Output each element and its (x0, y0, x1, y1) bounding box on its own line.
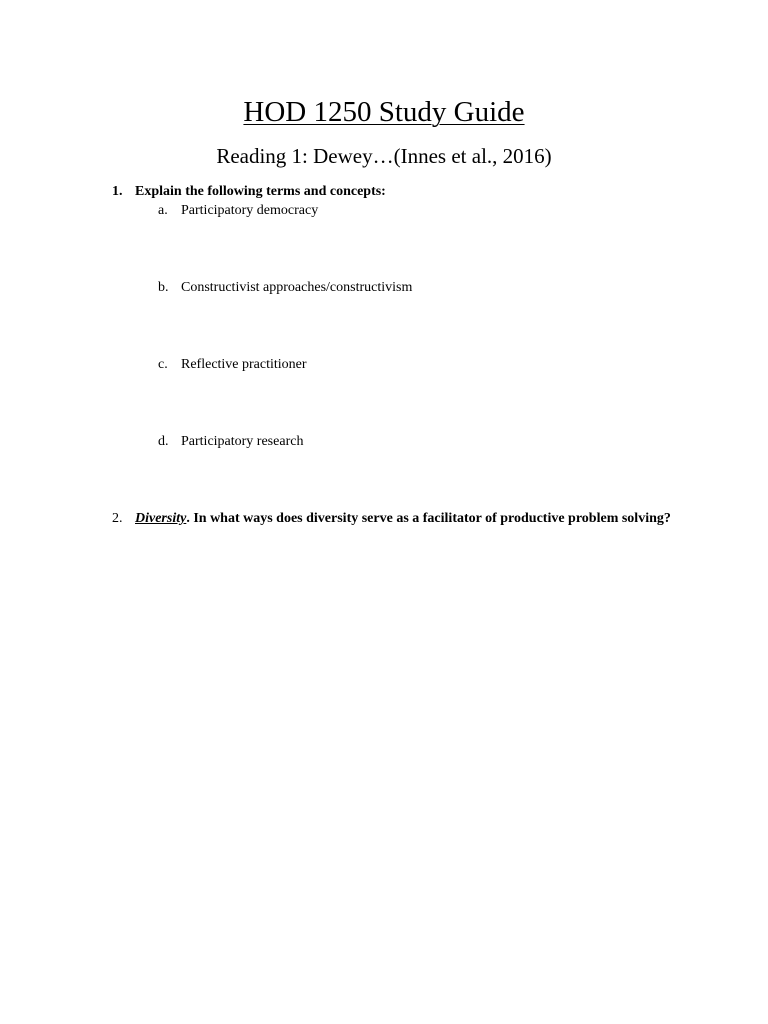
question-1-item-a-letter: a. (158, 203, 168, 218)
question-1-item-b-letter: b. (158, 280, 169, 295)
question-2-body: In what ways does diversity serve as a facilitator of productive problem solving? (189, 511, 671, 526)
document-subtitle: Reading 1: Dewey…(Innes et al., 2016) (216, 144, 552, 168)
question-1-item-d-letter: d. (158, 434, 169, 449)
question-2-keyword: Diversity (135, 511, 187, 526)
question-1-text: Explain the following terms and concepts: (135, 184, 386, 199)
question-1-item-c-text: Reflective practitioner (181, 357, 307, 372)
question-1-item-d-text: Participatory research (181, 434, 304, 449)
question-1-number: 1. (112, 184, 123, 199)
question-1-item-c-letter: c. (158, 357, 168, 372)
document-title: HOD 1250 Study Guide (243, 96, 525, 128)
question-2-keyword-suffix: . (186, 511, 190, 526)
question-2-text (135, 509, 675, 528)
question-2-number: 2. (112, 511, 123, 526)
question-1-item-b-text: Constructivist approaches/constructivism (181, 280, 413, 295)
question-1-item-a-text: Participatory democracy (181, 203, 319, 218)
